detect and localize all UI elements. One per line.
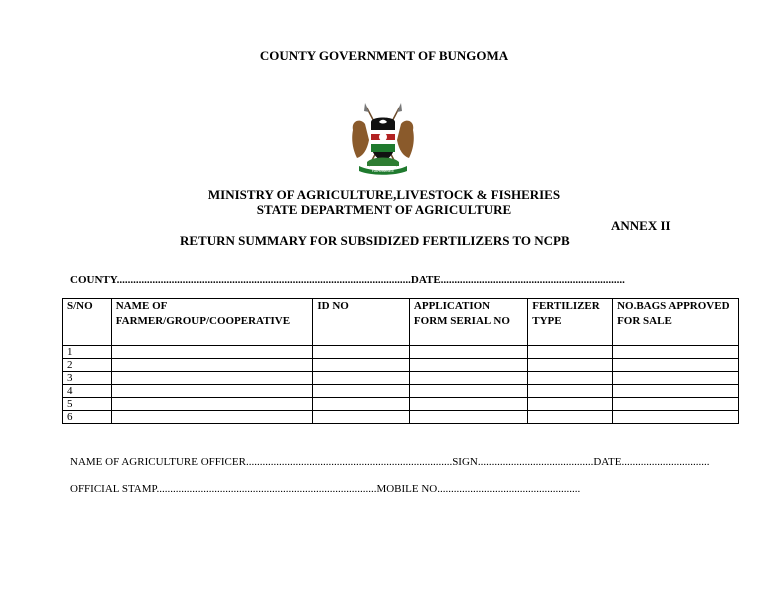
row-number: 6: [63, 411, 112, 424]
ministry-block: [0, 187, 768, 217]
officer-label: NAME OF AGRICULTURE OFFICER: [70, 456, 246, 468]
returns-table: [62, 298, 739, 424]
cell-fertilizer-type[interactable]: [528, 398, 613, 411]
table-row: [63, 346, 739, 359]
cell-name[interactable]: [111, 385, 313, 398]
ministry-title: MINISTRY OF AGRICULTURE,LIVESTOCK & FISHERIES: [207, 187, 561, 202]
cell-id-no[interactable]: [313, 385, 410, 398]
cell-name[interactable]: [111, 359, 313, 372]
cell-serial-no[interactable]: [409, 385, 527, 398]
header-fertilizer-type: FERTILIZER TYPE: [528, 299, 613, 346]
cell-bags[interactable]: [613, 346, 739, 359]
cell-bags[interactable]: [613, 372, 739, 385]
header-application-serial: APPLICATION FORM SERIAL NO: [409, 299, 527, 346]
footer-date-field[interactable]: ................................: [621, 456, 710, 468]
annex-label: ANNEX II: [611, 218, 671, 233]
cell-bags[interactable]: [613, 398, 739, 411]
cell-fertilizer-type[interactable]: [528, 385, 613, 398]
table-row: [63, 359, 739, 372]
cell-id-no[interactable]: [313, 411, 410, 424]
mobile-label: MOBILE NO: [376, 483, 438, 495]
cell-name[interactable]: [111, 372, 313, 385]
stamp-field[interactable]: ................................................................................: [156, 483, 377, 495]
header-id-no: ID NO: [313, 299, 410, 346]
sign-field[interactable]: ..........................................: [477, 456, 594, 468]
header-sno: S/NO: [63, 299, 112, 346]
row-number: 5: [63, 398, 112, 411]
stamp-mobile-line: [70, 483, 580, 495]
cell-fertilizer-type[interactable]: [528, 411, 613, 424]
date-label: DATE: [410, 274, 441, 286]
sign-label: SIGN: [452, 456, 478, 468]
cell-serial-no[interactable]: [409, 411, 527, 424]
table-row: [63, 411, 739, 424]
cell-bags[interactable]: [613, 385, 739, 398]
cell-fertilizer-type[interactable]: [528, 346, 613, 359]
cell-fertilizer-type[interactable]: [528, 359, 613, 372]
cell-id-no[interactable]: [313, 372, 410, 385]
county-government-title: COUNTY GOVERNMENT OF BUNGOMA: [259, 48, 509, 63]
table-row: [63, 385, 739, 398]
form-title: RETURN SUMMARY FOR SUBSIDIZED FERTILIZERS TO NCPB: [180, 233, 570, 248]
cell-serial-no[interactable]: [409, 398, 527, 411]
header-bags-approved: NO.BAGS APPROVED FOR SALE: [613, 299, 739, 346]
header-name: NAME OF FARMER/GROUP/COOPERATIVE: [111, 299, 313, 346]
table-row: [63, 372, 739, 385]
cell-serial-no[interactable]: [409, 359, 527, 372]
row-number: 2: [63, 359, 112, 372]
department-title: STATE DEPARTMENT OF AGRICULTURE: [256, 202, 512, 217]
cell-name[interactable]: [111, 398, 313, 411]
table-row: [63, 398, 739, 411]
row-number: 3: [63, 372, 112, 385]
table-header-row: [63, 299, 739, 346]
date-field[interactable]: ...................................................................: [440, 274, 625, 286]
county-field[interactable]: ...........................................................................................................: [116, 274, 411, 286]
cell-id-no[interactable]: [313, 346, 410, 359]
stamp-label: OFFICIAL STAMP: [70, 483, 157, 495]
county-label: COUNTY: [70, 274, 117, 286]
row-number: 1: [63, 346, 112, 359]
cell-bags[interactable]: [613, 411, 739, 424]
county-date-line: [70, 274, 625, 286]
row-number: 4: [63, 385, 112, 398]
cell-serial-no[interactable]: [409, 346, 527, 359]
cell-id-no[interactable]: [313, 398, 410, 411]
cell-id-no[interactable]: [313, 359, 410, 372]
footer-date-label: DATE: [593, 456, 622, 468]
cell-fertilizer-type[interactable]: [528, 372, 613, 385]
cell-name[interactable]: [111, 411, 313, 424]
officer-sign-date-line: [70, 456, 709, 468]
cell-name[interactable]: [111, 346, 313, 359]
cell-serial-no[interactable]: [409, 372, 527, 385]
coat-motto: HARAMBEE: [371, 168, 395, 173]
officer-field[interactable]: ...........................................................................: [245, 456, 453, 468]
mobile-field[interactable]: ....................................................: [437, 483, 581, 495]
cell-bags[interactable]: [613, 359, 739, 372]
kenya-coat-of-arms-icon: [345, 100, 421, 176]
